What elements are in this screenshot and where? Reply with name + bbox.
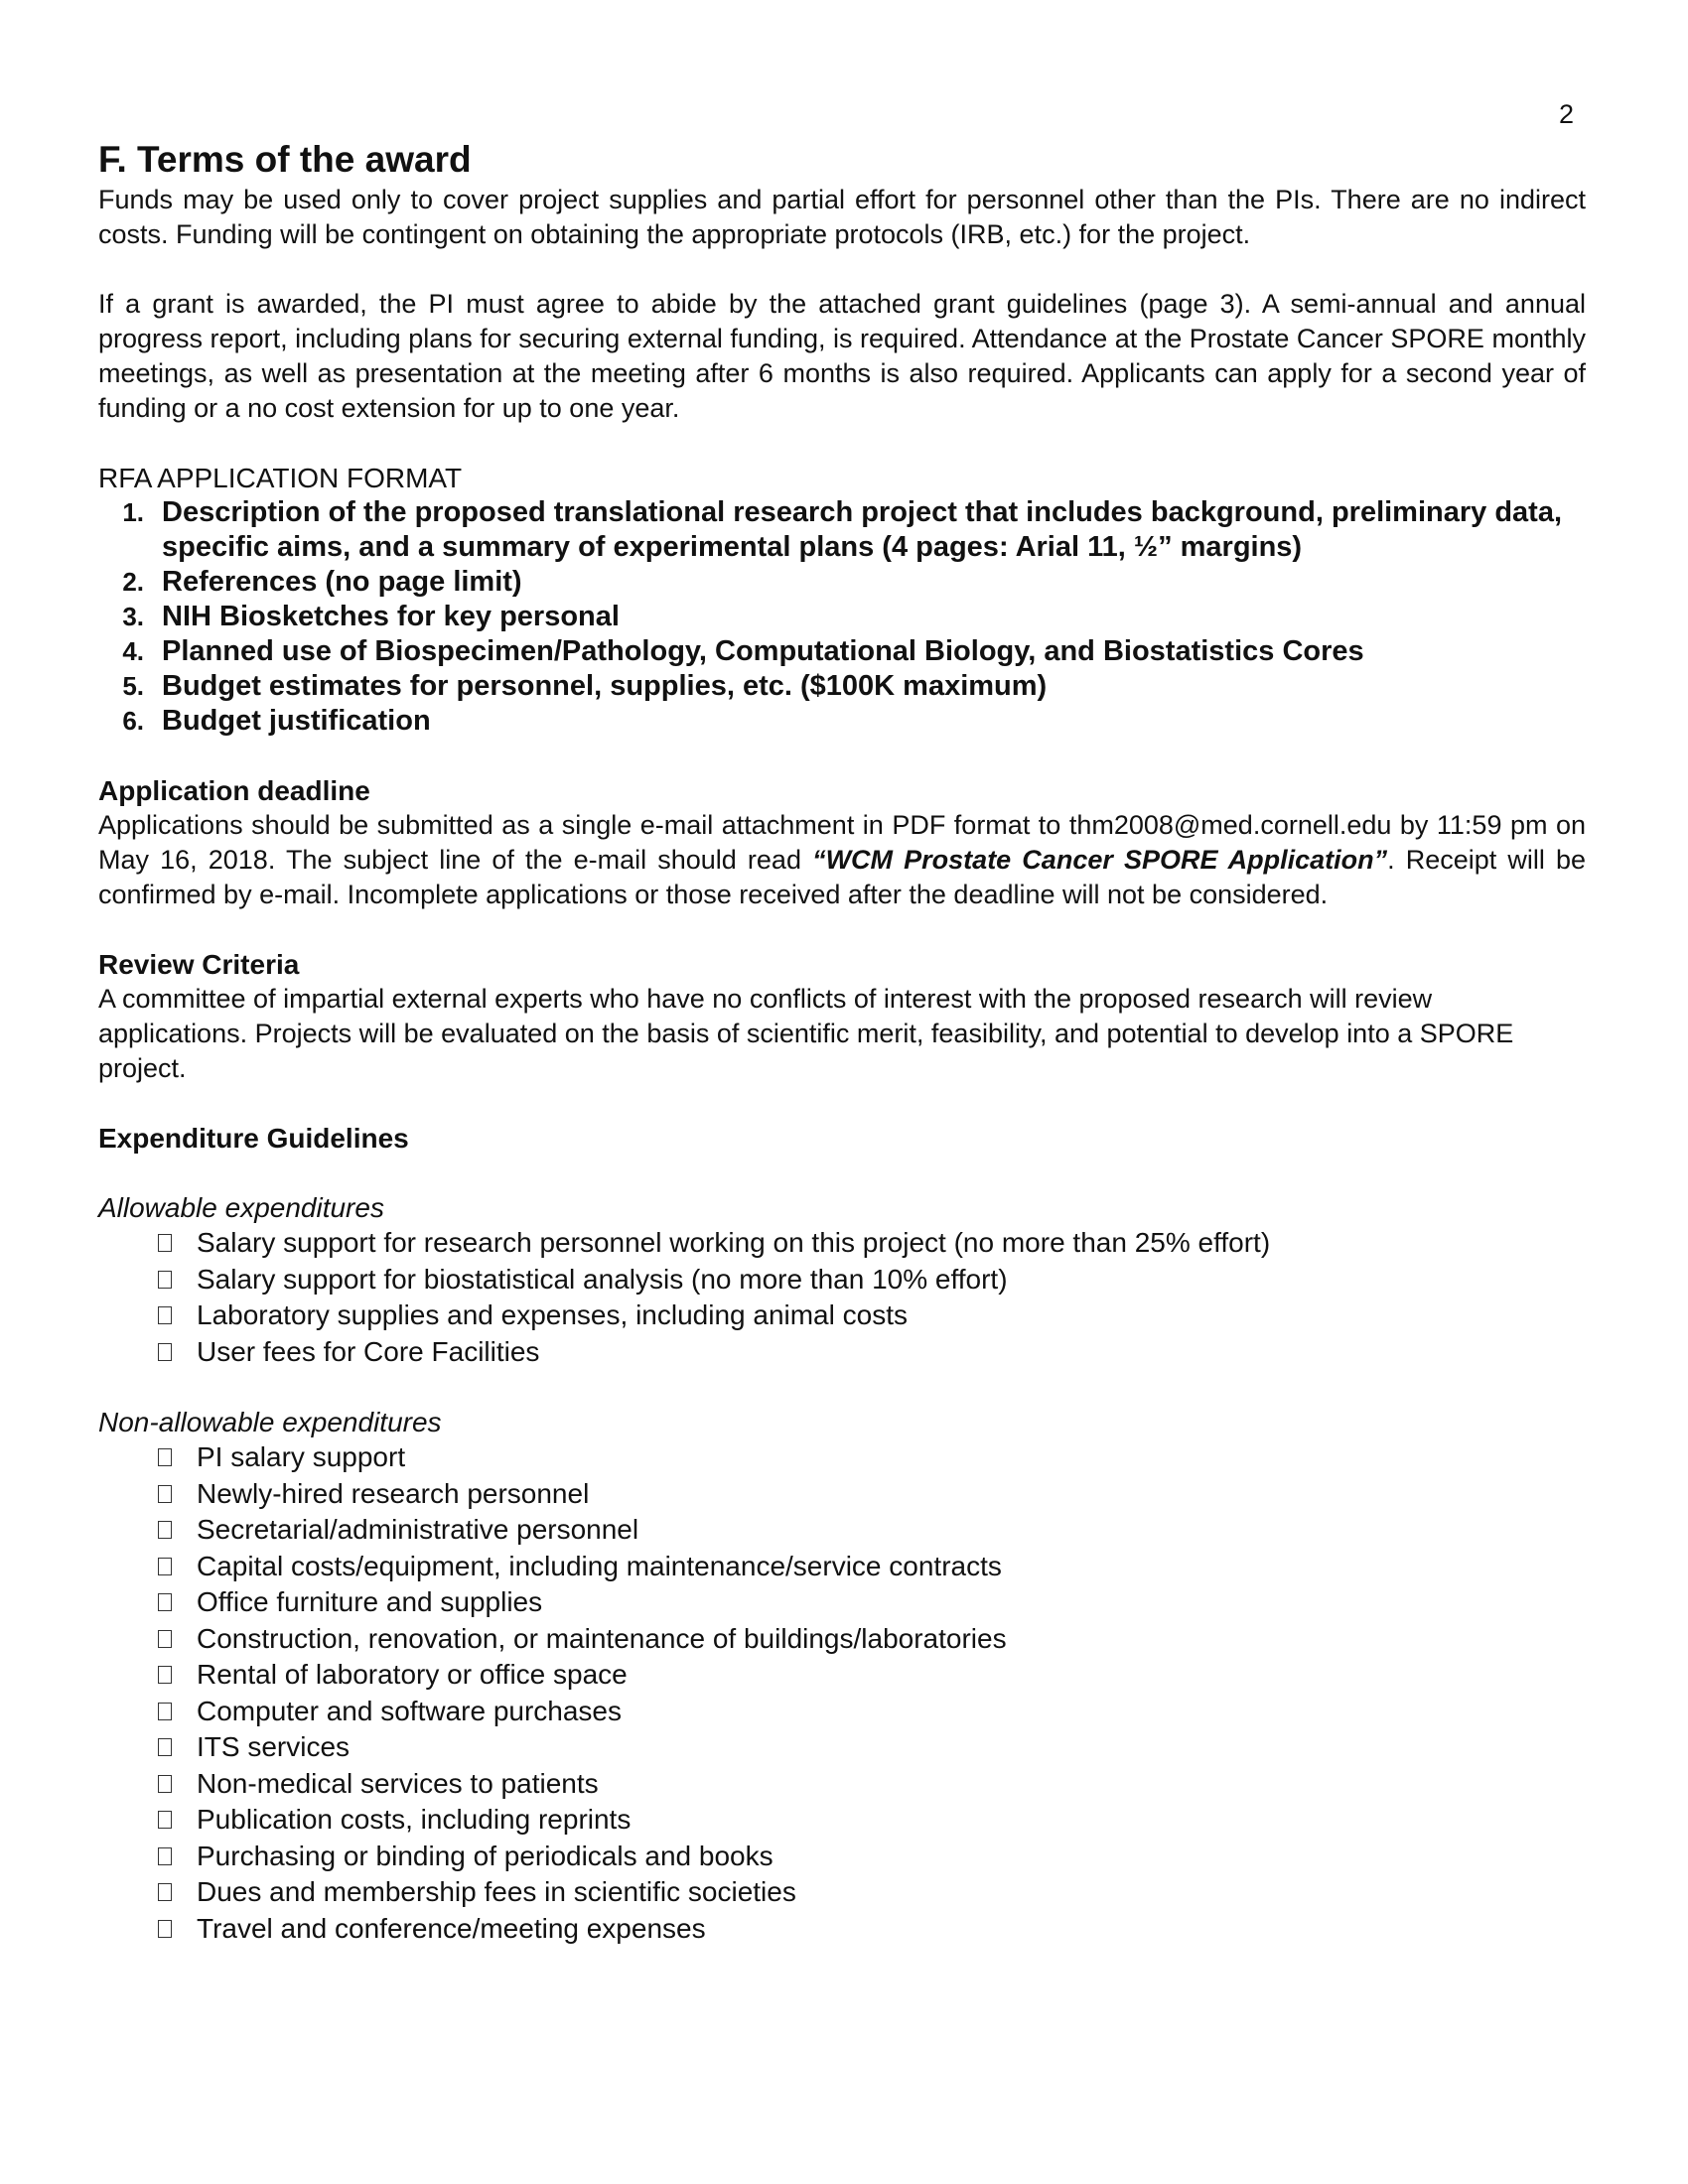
checkbox-icon: [98, 1476, 197, 1513]
list-item: Dues and membership fees in scientific societies: [98, 1874, 1586, 1911]
checkbox-icon: [98, 1334, 197, 1371]
checkbox-icon: [98, 1512, 197, 1549]
list-item: Publication costs, including reprints: [98, 1802, 1586, 1839]
terms-paragraph-1: Funds may be used only to cover project supplies and partial effort for personnel other than the PIs. There are no indirect costs. Funding will be contingent on obtaining the appropriate protocols (IRB, etc.) for the project.: [98, 185, 1586, 249]
list-item: 3. NIH Biosketches for key personal: [122, 601, 620, 632]
checkbox-icon: [98, 1839, 197, 1875]
list-item: Salary support for research personnel working on this project (no more than 25% effort): [98, 1225, 1586, 1262]
checkbox-icon: [98, 1584, 197, 1621]
deadline-paragraph: Applications should be submitted as a single e-mail attachment in PDF format to thm2008@med.cornell.edu by 11:59 pm on May 16, 2018. The subject line of the e-mail should read “WCM Prostate Cancer SPORE Application”. Receipt will be confirmed by e-mail. Incomplete applications or those received after the deadline will not be considered.: [98, 810, 1586, 909]
checkbox-icon: [98, 1694, 197, 1730]
checkbox-icon: [98, 1621, 197, 1658]
list-item: Newly-hired research personnel: [98, 1476, 1586, 1513]
list-item: User fees for Core Facilities: [98, 1334, 1586, 1371]
list-item: Capital costs/equipment, including maintenance/service contracts: [98, 1549, 1586, 1585]
list-item: PI salary support: [98, 1439, 1586, 1476]
allowable-list: [98, 1225, 1586, 1370]
list-item: 1. Description of the proposed translational research project that includes background, preliminary data, specific aims, and a summary of experimental plans (4 pages: Arial 11, ½” margins): [122, 496, 1563, 563]
document-body: [98, 137, 1586, 1947]
nonallowable-heading: Non-allowable expenditures: [98, 1407, 442, 1437]
review-heading: Review Criteria: [98, 949, 300, 980]
checkbox-icon: [98, 1657, 197, 1694]
list-item: 2. References (no page limit): [122, 566, 522, 598]
checkbox-icon: [98, 1766, 197, 1803]
list-item: Rental of laboratory or office space: [98, 1657, 1586, 1694]
section-title: F. Terms of the award: [98, 139, 472, 180]
list-item: Salary support for biostatistical analysis (no more than 10% effort): [98, 1262, 1586, 1298]
checkbox-icon: [98, 1802, 197, 1839]
deadline-heading: Application deadline: [98, 775, 370, 806]
checkbox-icon: [98, 1911, 197, 1948]
list-item: Purchasing or binding of periodicals and books: [98, 1839, 1586, 1875]
list-item: ITS services: [98, 1729, 1586, 1766]
checkbox-icon: [98, 1297, 197, 1334]
list-item: Travel and conference/meeting expenses: [98, 1911, 1586, 1948]
checkbox-icon: [98, 1225, 197, 1262]
list-item: Office furniture and supplies: [98, 1584, 1586, 1621]
page-number: 2: [1559, 99, 1575, 129]
list-item: 4. Planned use of Biospecimen/Pathology, Computational Biology, and Biostatistics Cores: [122, 635, 1364, 667]
rfa-list: [98, 495, 1586, 739]
review-paragraph: A committee of impartial external experts who have no conflicts of interest with the proposed research will review applications. Projects will be evaluated on the basis of scientific merit, feasibility, and potential to develop into a SPORE project.: [98, 984, 1514, 1083]
nonallowable-list: [98, 1439, 1586, 1947]
checkbox-icon: [98, 1729, 197, 1766]
checkbox-icon: [98, 1549, 197, 1585]
list-item: Computer and software purchases: [98, 1694, 1586, 1730]
list-item: Non-medical services to patients: [98, 1766, 1586, 1803]
rfa-heading: RFA APPLICATION FORMAT: [98, 463, 463, 493]
terms-paragraph-2: If a grant is awarded, the PI must agree to abide by the attached grant guidelines (page 3). A semi-annual and annual progress report, including plans for securing external funding, is required. Attendance at the Prostate Cancer SPORE monthly meetings, as well as presentation at the meeting after 6 months is also required. Applicants can apply for a second year of funding or a no cost extension for up to one year.: [98, 289, 1586, 423]
list-item: Construction, renovation, or maintenance of buildings/laboratories: [98, 1621, 1586, 1658]
list-item: Secretarial/administrative personnel: [98, 1512, 1586, 1549]
expenditure-heading: Expenditure Guidelines: [98, 1123, 409, 1154]
list-item: Laboratory supplies and expenses, including animal costs: [98, 1297, 1586, 1334]
allowable-heading: Allowable expenditures: [98, 1192, 384, 1223]
checkbox-icon: [98, 1439, 197, 1476]
list-item: 6. Budget justification: [122, 705, 431, 737]
checkbox-icon: [98, 1874, 197, 1911]
checkbox-icon: [98, 1262, 197, 1298]
list-item: 5. Budget estimates for personnel, supplies, etc. ($100K maximum): [122, 670, 1048, 702]
email-subject: “WCM Prostate Cancer SPORE Application”: [812, 845, 1388, 875]
